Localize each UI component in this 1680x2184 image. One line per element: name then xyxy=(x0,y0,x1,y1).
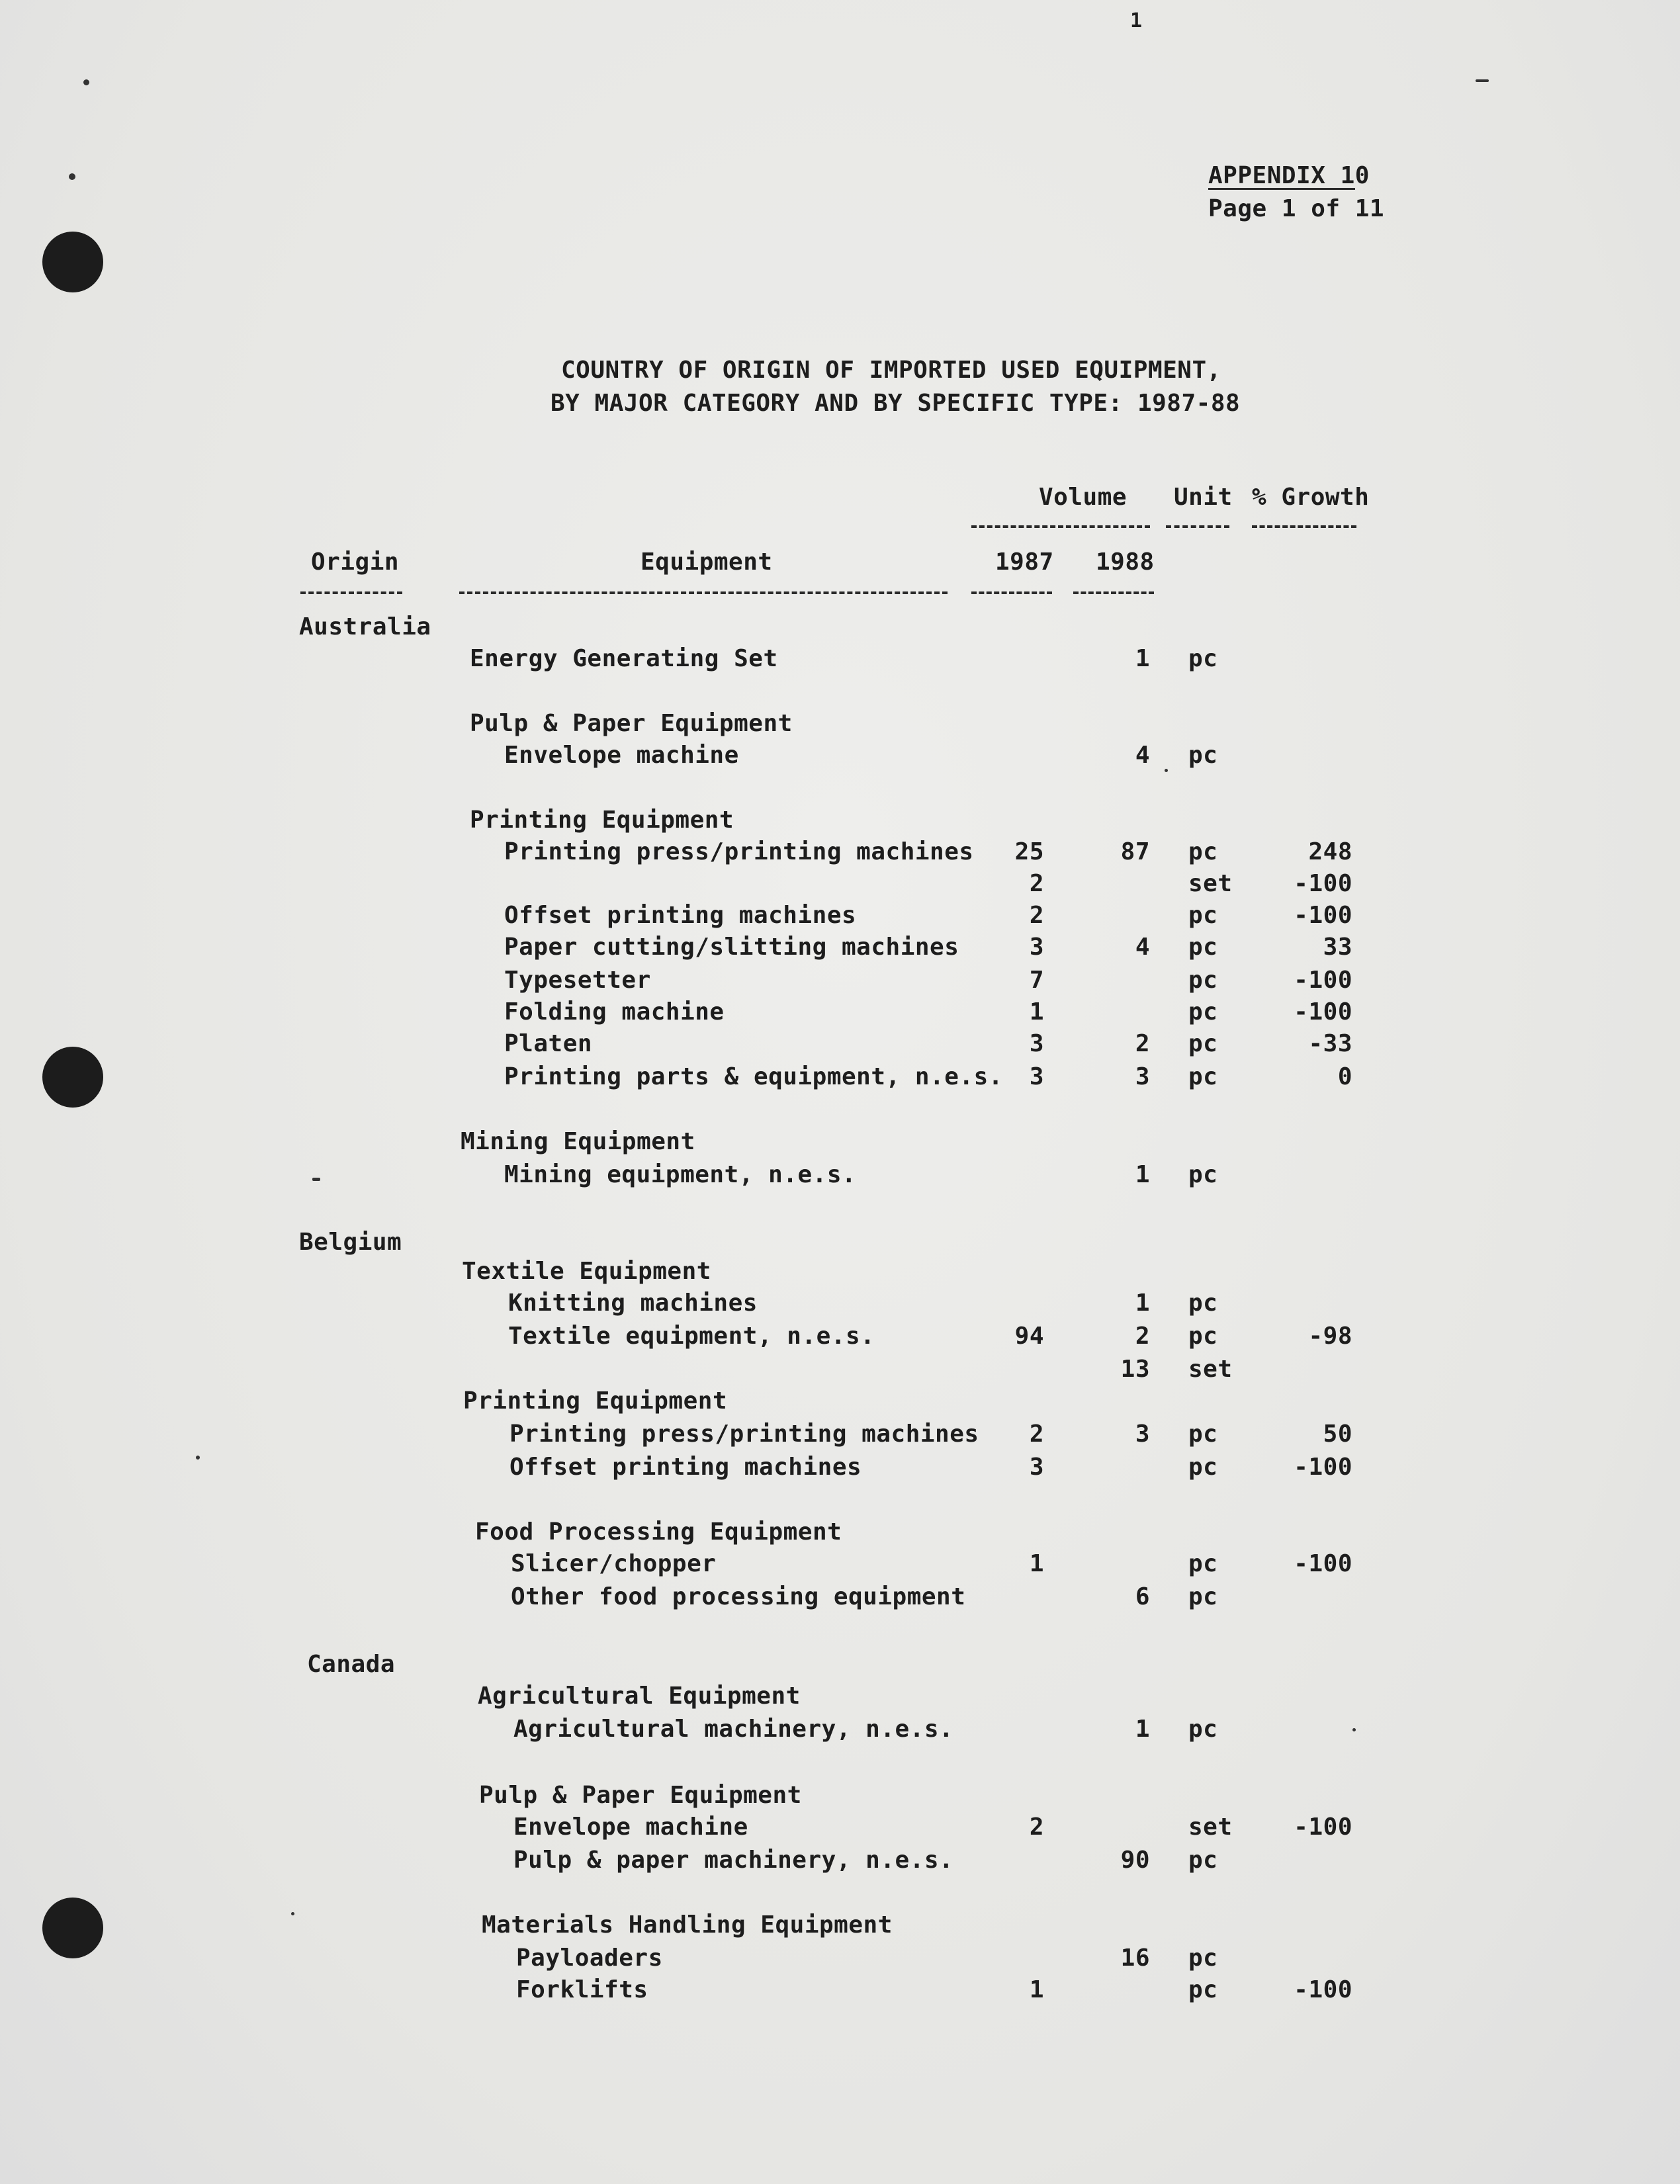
volume-1987-value: 94 xyxy=(1014,1323,1044,1350)
unit-value: pc xyxy=(1188,1289,1218,1317)
volume-1987-value: 3 xyxy=(1029,934,1044,961)
unit-value: pc xyxy=(1188,1550,1218,1577)
binder-hole-top xyxy=(42,232,103,292)
volume-1988-value: 4 xyxy=(1135,742,1150,769)
equipment-item-label: Platen xyxy=(504,1030,593,1057)
volume-1988-value: 1 xyxy=(1135,1289,1150,1317)
unit-value: pc xyxy=(1188,1583,1218,1610)
binder-hole-bottom xyxy=(42,1898,103,1958)
growth-value: -100 xyxy=(1294,967,1352,994)
volume-1988-value: 2 xyxy=(1135,1030,1150,1057)
column-header-growth: % Growth xyxy=(1252,484,1370,511)
unit-value: pc xyxy=(1188,967,1218,994)
volume-1987-value: 1 xyxy=(1029,1976,1044,2003)
unit-value: pc xyxy=(1188,1847,1218,1874)
equipment-category-label: Printing Equipment xyxy=(463,1387,728,1415)
equipment-item-label: Folding machine xyxy=(504,998,725,1026)
equipment-category-label: Textile Equipment xyxy=(462,1258,711,1285)
unit-value: pc xyxy=(1188,1063,1218,1090)
volume-1987-value: 3 xyxy=(1029,1030,1044,1057)
growth-value: 33 xyxy=(1323,934,1352,961)
equipment-item-label: Printing parts & equipment, n.e.s. xyxy=(504,1063,1003,1090)
equipment-item-label: Envelope machine xyxy=(513,1813,748,1841)
equipment-category-label: Pulp & Paper Equipment xyxy=(470,710,793,737)
equipment-item-label: Knitting machines xyxy=(508,1289,758,1317)
volume-1988-value: 1 xyxy=(1135,1161,1150,1188)
volume-1987-value: 3 xyxy=(1029,1454,1044,1481)
origin-australia: Australia xyxy=(299,613,431,640)
header-rule xyxy=(300,591,402,594)
growth-value: 248 xyxy=(1308,838,1352,865)
unit-value: set xyxy=(1188,870,1233,897)
equipment-item-label: Envelope machine xyxy=(504,742,739,769)
volume-1988-value: 4 xyxy=(1135,934,1150,961)
origin-belgium: Belgium xyxy=(299,1229,402,1256)
growth-value: -100 xyxy=(1294,870,1352,897)
growth-value: -100 xyxy=(1294,902,1352,929)
column-header-1988: 1988 xyxy=(1096,548,1155,576)
page-number: Page 1 of 11 xyxy=(1208,195,1385,222)
growth-value: -100 xyxy=(1294,1454,1352,1481)
growth-value: -100 xyxy=(1294,1813,1352,1841)
column-header-origin: Origin xyxy=(311,548,400,576)
equipment-item-label: Typesetter xyxy=(504,967,651,994)
volume-1987-value: 7 xyxy=(1029,967,1044,994)
equipment-item-label: Offset printing machines xyxy=(504,902,857,929)
growth-value: -100 xyxy=(1294,998,1352,1026)
equipment-item-label: Printing press/printing machines xyxy=(509,1420,979,1448)
equipment-item-label: Textile equipment, n.e.s. xyxy=(508,1323,875,1350)
speck xyxy=(1165,769,1168,772)
unit-value: set xyxy=(1188,1356,1233,1383)
appendix-label: APPENDIX 10 xyxy=(1208,162,1370,189)
unit-value: pc xyxy=(1188,838,1218,865)
speck xyxy=(1476,79,1489,82)
equipment-item-label: Printing press/printing machines xyxy=(504,838,974,865)
volume-1988-value: 3 xyxy=(1135,1420,1150,1448)
equipment-item-label: Slicer/chopper xyxy=(511,1550,717,1577)
origin-canada: Canada xyxy=(307,1651,396,1678)
equipment-item-label: Mining equipment, n.e.s. xyxy=(504,1161,857,1188)
unit-value: pc xyxy=(1188,645,1218,672)
growth-value: -100 xyxy=(1294,1550,1352,1577)
column-header-volume: Volume xyxy=(1039,484,1127,511)
growth-value: -98 xyxy=(1308,1323,1352,1350)
volume-1988-value: 1 xyxy=(1135,1716,1150,1743)
volume-1987-value: 1 xyxy=(1029,998,1044,1026)
header-rule xyxy=(1252,525,1356,528)
equipment-item-label: Agricultural machinery, n.e.s. xyxy=(513,1716,954,1743)
equipment-item-label: Forklifts xyxy=(516,1976,648,2003)
growth-value: -100 xyxy=(1294,1976,1352,2003)
unit-value: pc xyxy=(1188,1944,1218,1972)
document-title-line2: BY MAJOR CATEGORY AND BY SPECIFIC TYPE: 1987-88 xyxy=(551,390,1241,417)
volume-1988-value: 6 xyxy=(1135,1583,1150,1610)
growth-value: 50 xyxy=(1323,1420,1352,1448)
growth-value: 0 xyxy=(1337,1063,1352,1090)
equipment-item-label: Paper cutting/slitting machines xyxy=(504,934,959,961)
volume-1987-value: 2 xyxy=(1029,870,1044,897)
header-rule xyxy=(459,591,948,594)
page-mark: 1 xyxy=(1130,9,1143,32)
volume-1987-value: 1 xyxy=(1029,1550,1044,1577)
unit-value: pc xyxy=(1188,1976,1218,2003)
equipment-category-label: Food Processing Equipment xyxy=(475,1518,842,1546)
volume-1987-value: 2 xyxy=(1029,1813,1044,1841)
equipment-item-label: Other food processing equipment xyxy=(511,1583,966,1610)
volume-1988-value: 87 xyxy=(1120,838,1150,865)
volume-1987-value: 3 xyxy=(1029,1063,1044,1090)
unit-value: pc xyxy=(1188,934,1218,961)
document-title-line1: COUNTRY OF ORIGIN OF IMPORTED USED EQUIPMENT, xyxy=(561,357,1221,384)
volume-1987-value: 25 xyxy=(1014,838,1044,865)
volume-1988-value: 16 xyxy=(1120,1944,1150,1972)
speck xyxy=(83,79,89,85)
speck xyxy=(196,1456,200,1460)
column-header-unit: Unit xyxy=(1174,484,1233,511)
volume-1987-value: 2 xyxy=(1029,902,1044,929)
unit-value: pc xyxy=(1188,902,1218,929)
unit-value: pc xyxy=(1188,1420,1218,1448)
header-rule xyxy=(971,591,1052,594)
equipment-item-label: Payloaders xyxy=(516,1944,663,1972)
volume-1987-value: 2 xyxy=(1029,1420,1044,1448)
equipment-item-label: Energy Generating Set xyxy=(470,645,778,672)
volume-1988-value: 2 xyxy=(1135,1323,1150,1350)
growth-value: -33 xyxy=(1308,1030,1352,1057)
speck xyxy=(1352,1728,1356,1731)
equipment-category-label: Mining Equipment xyxy=(461,1128,695,1155)
volume-1988-value: 1 xyxy=(1135,645,1150,672)
header-rule xyxy=(1166,525,1229,528)
binder-hole-middle xyxy=(42,1047,103,1108)
unit-value: pc xyxy=(1188,742,1218,769)
header-rule xyxy=(1073,591,1154,594)
unit-value: set xyxy=(1188,1813,1233,1841)
unit-value: pc xyxy=(1188,1323,1218,1350)
equipment-category-label: Agricultural Equipment xyxy=(478,1682,801,1710)
appendix-underline xyxy=(1208,188,1355,190)
column-header-1987: 1987 xyxy=(995,548,1054,576)
speck xyxy=(291,1912,294,1915)
column-header-equipment: Equipment xyxy=(641,548,773,576)
equipment-category-label: Materials Handling Equipment xyxy=(482,1911,893,1939)
speck xyxy=(312,1178,320,1181)
equipment-item-label: Offset printing machines xyxy=(509,1454,862,1481)
equipment-category-label: Pulp & Paper Equipment xyxy=(479,1782,802,1809)
speck xyxy=(69,173,75,180)
unit-value: pc xyxy=(1188,1454,1218,1481)
volume-1988-value: 3 xyxy=(1135,1063,1150,1090)
equipment-item-label: Pulp & paper machinery, n.e.s. xyxy=(513,1847,954,1874)
equipment-category-label: Printing Equipment xyxy=(470,807,734,834)
unit-value: pc xyxy=(1188,1161,1218,1188)
volume-1988-value: 13 xyxy=(1120,1356,1150,1383)
volume-1988-value: 90 xyxy=(1120,1847,1150,1874)
unit-value: pc xyxy=(1188,1716,1218,1743)
unit-value: pc xyxy=(1188,1030,1218,1057)
unit-value: pc xyxy=(1188,998,1218,1026)
header-rule xyxy=(971,525,1150,528)
